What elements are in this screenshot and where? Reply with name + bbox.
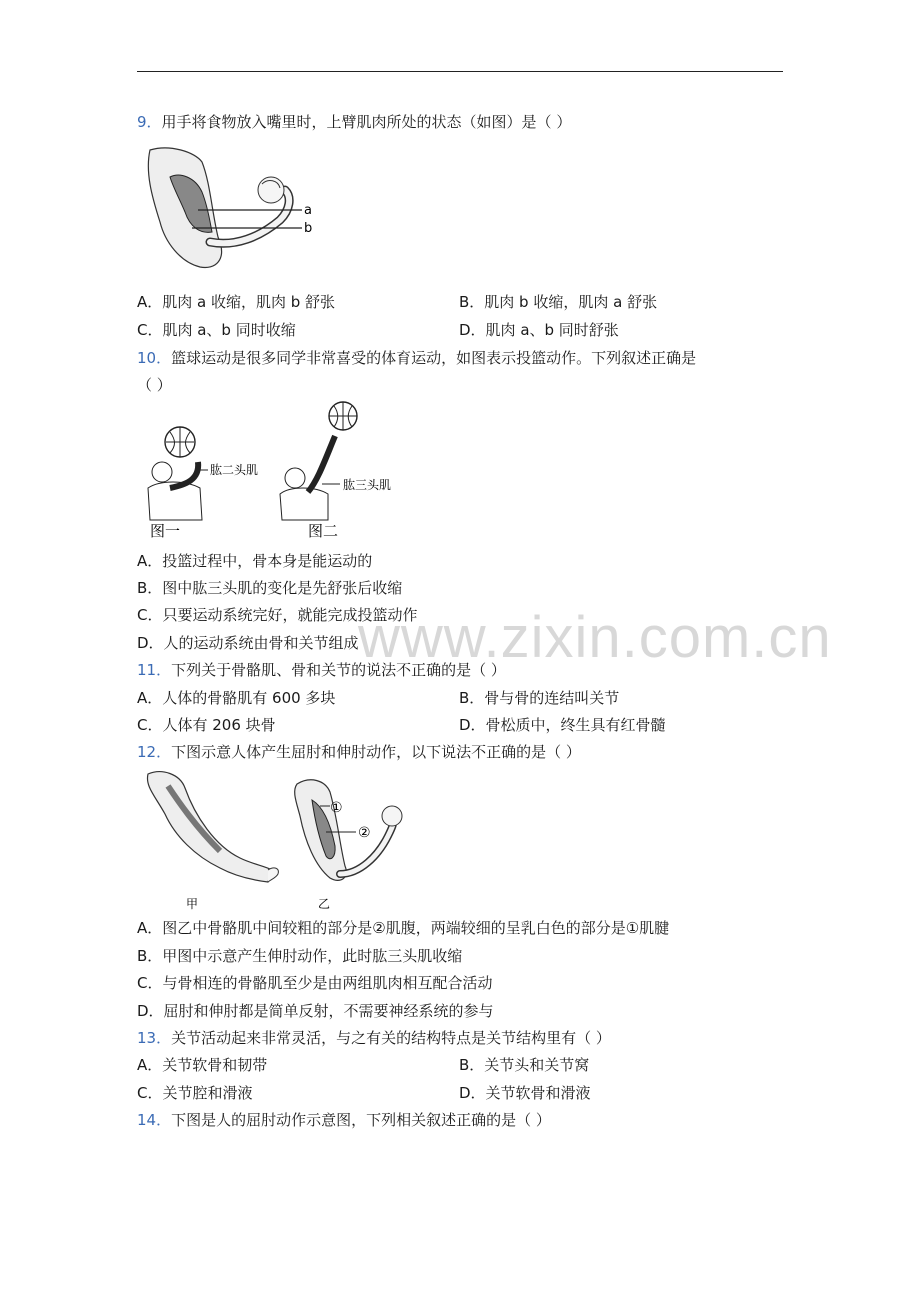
q10-option-d[interactable]: D．人的运动系统由骨和关节组成 — [137, 634, 359, 652]
option-a[interactable]: A．肌肉 a 收缩，肌肉 b 舒张 — [137, 293, 336, 311]
label-biceps: 肱二头肌 — [210, 463, 259, 477]
q12-option-b[interactable]: B．甲图中示意产生伸肘动作，此时肱三头肌收缩 — [137, 947, 463, 965]
label-circle-1: ① — [330, 800, 343, 816]
question-12-stem — [137, 742, 581, 762]
question-14-stem — [137, 1110, 551, 1130]
q11-options-row2 — [137, 715, 666, 735]
question-9-stem — [137, 112, 571, 132]
elbow-flexion-extension-figure — [140, 766, 420, 912]
option-a[interactable]: A．关节软骨和韧带 — [137, 1056, 268, 1074]
question-text: 用手将食物放入嘴里时，上臂肌肉所处的状态（如图）是（ ） — [161, 113, 572, 131]
question-number: 10． — [137, 349, 172, 367]
q13-options-row1 — [137, 1055, 590, 1075]
question-11-stem — [137, 660, 506, 680]
option-d[interactable]: D．关节软骨和滑液 — [459, 1084, 591, 1102]
q13-options-row2 — [137, 1083, 591, 1103]
option-a[interactable]: A．人体的骨骼肌有 600 多块 — [137, 689, 336, 707]
q11-options-row1 — [137, 688, 620, 708]
q10-option-a[interactable]: A．投篮过程中，骨本身是能运动的 — [137, 552, 373, 570]
label-b: b — [304, 221, 313, 236]
question-10-stem — [137, 348, 696, 368]
question-13-stem — [137, 1028, 611, 1048]
option-b[interactable]: B．关节头和关节窝 — [459, 1056, 590, 1074]
option-c[interactable]: C．肌肉 a、b 同时收缩 — [137, 321, 296, 339]
question-10-stem-cont: （ ） — [137, 376, 172, 394]
question-number: 9． — [137, 113, 162, 131]
question-text: 篮球运动是很多同学非常喜受的体育运动，如图表示投篮动作。下列叙述正确是 — [171, 349, 697, 367]
question-number: 13． — [137, 1029, 172, 1047]
label-fig2: 图二 — [308, 522, 339, 540]
question-text: 关节活动起来非常灵活，与之有关的结构特点是关节结构里有（ ） — [171, 1029, 611, 1047]
option-b[interactable]: B．肌肉 b 收缩，肌肉 a 舒张 — [459, 293, 658, 311]
q10-option-c[interactable]: C．只要运动系统完好，就能完成投篮动作 — [137, 606, 418, 624]
question-number: 11． — [137, 661, 172, 679]
question-text: 下图是人的屈肘动作示意图，下列相关叙述正确的是（ ） — [171, 1111, 551, 1129]
label-triceps: 肱三头肌 — [343, 478, 392, 492]
label-fig1: 图一 — [150, 522, 181, 540]
option-c[interactable]: C．关节腔和滑液 — [137, 1084, 253, 1102]
option-b[interactable]: B．骨与骨的连结叫关节 — [459, 689, 620, 707]
q12-option-a[interactable]: A．图乙中骨骼肌中间较粗的部分是②肌腹，两端较细的呈乳白色的部分是①肌腱 — [137, 919, 670, 937]
option-d[interactable]: D．骨松质中，终生具有红骨髓 — [459, 716, 666, 734]
option-c[interactable]: C．人体有 206 块骨 — [137, 716, 276, 734]
q9-options-row2 — [137, 320, 619, 340]
q12-option-d[interactable]: D．屈肘和伸肘都是简单反射，不需要神经系统的参与 — [137, 1002, 494, 1020]
label-circle-2: ② — [358, 825, 371, 841]
q12-option-c[interactable]: C．与骨相连的骨骼肌至少是由两组肌肉相互配合活动 — [137, 974, 493, 992]
q9-options-row1 — [137, 292, 658, 312]
question-text: 下列关于骨骼肌、骨和关节的说法不正确的是（ ） — [171, 661, 506, 679]
watermark: www.zixin.com.cn — [358, 605, 832, 670]
basketball-shooting-figure — [140, 400, 410, 542]
header-rule — [137, 71, 783, 72]
q10-option-b[interactable]: B．图中肱三头肌的变化是先舒张后收缩 — [137, 579, 403, 597]
label-a: a — [304, 203, 312, 218]
label-jia: 甲 — [186, 897, 199, 911]
question-text: 下图示意人体产生屈肘和伸肘动作，以下说法不正确的是（ ） — [171, 743, 581, 761]
question-number: 12． — [137, 743, 172, 761]
question-number: 14． — [137, 1111, 172, 1129]
option-d[interactable]: D．肌肉 a、b 同时舒张 — [459, 321, 619, 339]
label-yi: 乙 — [318, 897, 331, 911]
arm-flexion-figure — [140, 142, 320, 277]
